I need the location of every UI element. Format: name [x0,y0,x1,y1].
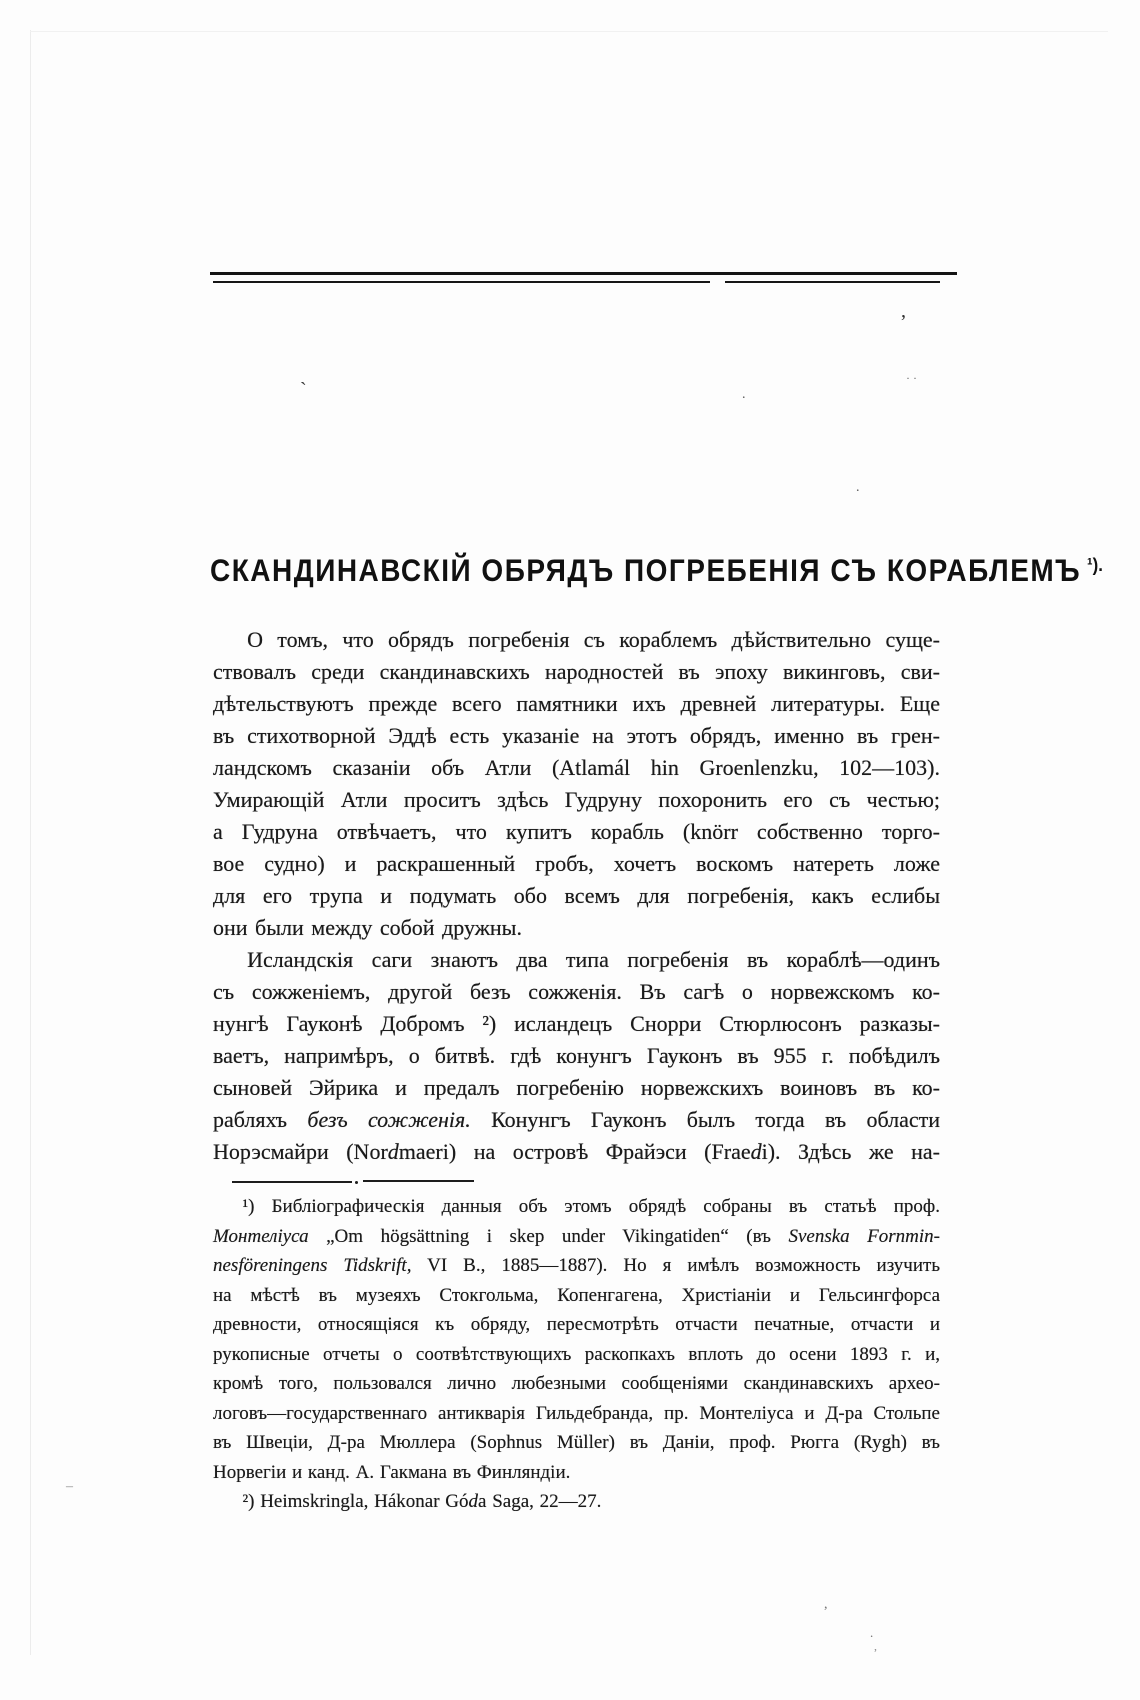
paragraph-2 [213,944,940,1168]
text-segment: maeri) на островѣ Фрайэси (Frae [398,1139,751,1164]
footnote-separator-segment [232,1181,352,1183]
text-line [213,816,940,848]
text-line [213,1222,940,1252]
header-double-rule-top [210,272,957,275]
scan-speck: – [66,1479,73,1494]
text-segment: нунгѣ Гауконѣ Добромъ ²) исландецъ Снорри Стюрлюсонъ разказы- [213,1011,940,1036]
text-segment: Конунгъ Гауконъ былъ тогда въ области [470,1107,941,1132]
footnotes [213,1192,940,1517]
footnote-2 [213,1487,940,1517]
text-line [213,1192,940,1222]
italic-text-segment: безъ сожженія. [307,1107,471,1132]
text-segment: Исландскія саги знаютъ два типа погребенія въ кораблѣ—одинъ [247,947,940,972]
text-line [213,1251,940,1281]
text-line [213,1458,940,1488]
footnote-1 [213,1192,940,1487]
text-line [213,624,940,656]
italic-text-segment: d [468,1491,479,1512]
title-footnote-marker: ¹). [1087,554,1103,576]
page-edge-left [30,30,31,1655]
text-segment: кромѣ того, пользовался лично любезными сообщеніями скандинавскихъ архео- [213,1373,940,1394]
text-line [213,848,940,880]
text-segment: а Гудруна отвѣчаетъ, что купитъ корабль (knörr собственно торго- [213,819,940,844]
text-segment: О томъ, что обрядъ погребенія съ кораблемъ дѣйствительно суще- [247,627,940,652]
text-line [213,1369,940,1399]
text-line [213,688,940,720]
text-segment: рукописные отчеты о соотвѣтствующихъ раскопкахъ вплоть до осени 1893 г. и, [213,1343,940,1365]
text-line [213,1428,940,1458]
text-segment: i). Здѣсь же на- [761,1139,940,1164]
scan-speck: , [824,1597,828,1612]
text-segment: на мѣстѣ въ музеяхъ Стокгольма, Копенгагена, Христіаніи и Гельсингфорса [213,1284,940,1306]
body-text [213,624,940,1168]
text-segment: въ стихотворной Эддѣ есть указаніе на этотъ обрядъ, именно въ грен- [213,723,940,748]
italic-text-segment: Монтеліуса [213,1225,309,1247]
text-line [213,1399,940,1429]
footnote-separator-dot [355,1181,358,1184]
text-segment: Норвегіи и канд. А. Гакмана въ Финляндіи. [213,1461,571,1483]
text-line [213,1008,940,1040]
text-segment: для его трупа и подумать обо всемъ для погребенія, какъ еслибы [213,883,940,908]
scan-speck: , [874,1639,877,1653]
text-segment: въ Швеціи, Д-ра Мюллера (Sophnus Müller) въ Даніи, проф. Рюгга (Rygh) въ [213,1432,940,1453]
footnote-separator-segment [363,1180,474,1182]
text-line [213,1072,940,1104]
page-edge-top [30,31,1108,32]
text-line [213,1136,940,1168]
italic-text-segment: d [750,1139,762,1164]
text-line [213,976,940,1008]
text-segment: рабляхъ [213,1107,308,1132]
text-segment: они были между собой дружны. [213,915,522,940]
text-segment: ваетъ, напримѣръ, о битвѣ. гдѣ конунгъ Гауконъ въ 955 г. побѣдилъ [213,1043,940,1068]
text-segment: a Saga, 22—27. [478,1491,602,1512]
scan-speck: · · [906,371,917,385]
footnote-separator [232,1180,474,1184]
text-line [213,1104,940,1136]
text-segment: ландскомъ сказаніи объ Атли (Atlamál hin Groenlenzku, 102—103). [213,755,940,780]
text-segment: ²) Heimskringla, Hákonar Gó [242,1491,469,1512]
scan-speck: ` [300,379,307,401]
scan-speck: . [742,387,746,402]
text-line [213,1340,940,1370]
text-line [213,1310,940,1340]
text-segment: „Om högsättning i skep under Vikingatiden“ (въ [308,1225,789,1247]
text-line [213,1487,940,1517]
article-title [210,553,1103,589]
text-segment: вое судно) и раскрашенный гробъ, хочетъ воскомъ натереть ложе [213,851,940,876]
text-line [213,912,940,944]
text-line [213,752,940,784]
text-line [213,784,940,816]
text-segment: VI B., 1885—1887). Но я имѣлъ возможность изучить [411,1255,940,1276]
text-line [213,656,940,688]
text-segment: древности, относящіяся къ обряду, пересмотрѣть отчасти печатные, отчасти и [213,1314,940,1335]
scan-speck: . [870,1625,874,1640]
text-segment: ¹) Библіографическія данныя объ этомъ обрядѣ собраны въ статьѣ проф. [242,1196,940,1217]
text-segment: сыновей Эйрика и предалъ погребенію норвежскихъ воиновъ въ ко- [213,1075,940,1100]
scan-speck: ’ [900,311,907,333]
scan-speck: . [856,480,860,495]
italic-text-segment: nesföreningens Tidskrift, [213,1255,412,1276]
header-double-rule-bottom [213,281,940,283]
text-segment: дѣтельствуютъ прежде всего памятники ихъ древней литературы. Еще [213,691,940,716]
italic-text-segment: d [387,1139,399,1164]
text-line [213,1040,940,1072]
paragraph-1 [213,624,940,944]
text-line [213,944,940,976]
text-line [213,720,940,752]
italic-text-segment: Svenska Fornmin- [788,1225,940,1247]
text-segment: ствовалъ среди скандинавскихъ народностей въ эпоху викинговъ, сви- [213,659,940,684]
text-line [213,880,940,912]
text-line [213,1281,940,1311]
text-segment: логовъ—государственнаго антикварія Гильдебранда, пр. Монтеліуса и Д-ра Стольпе [213,1402,940,1424]
article-title-text: СКАНДИНАВСКІЙ ОБРЯДЪ ПОГРЕБЕНІЯ СЪ КОРАБЛЕМЪ [210,553,1082,588]
text-segment: Норэсмайри (Nor [213,1139,388,1164]
text-segment: Умирающій Атли проситъ здѣсь Гудруну похоронить его съ честью; [213,787,940,812]
text-segment: съ сожженіемъ, другой безъ сожженія. Въ сагѣ о норвежскомъ ко- [213,979,940,1004]
